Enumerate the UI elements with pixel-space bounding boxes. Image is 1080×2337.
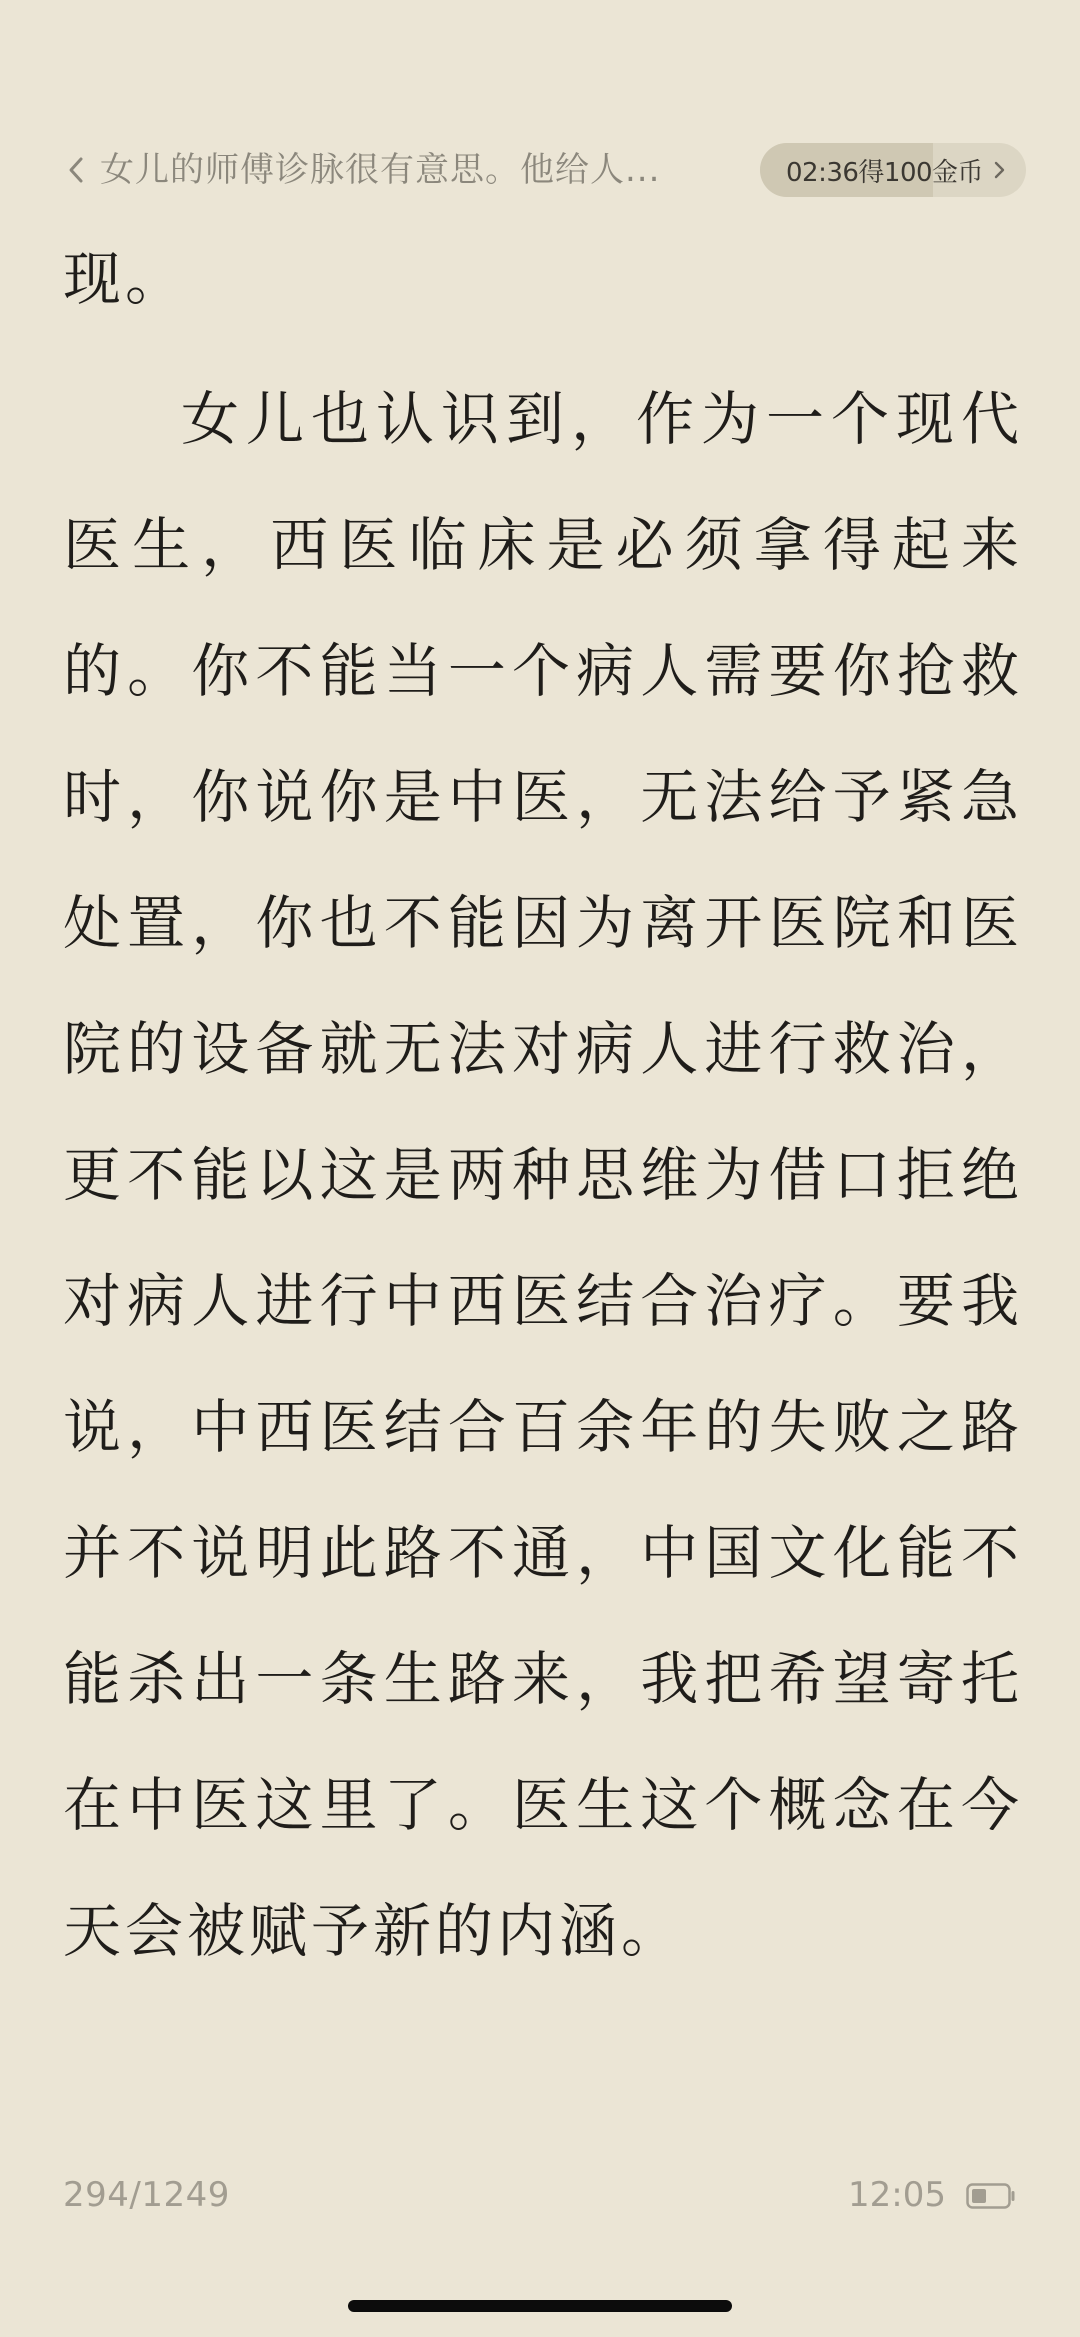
reading-content bbox=[63, 230, 1023, 1994]
home-indicator[interactable] bbox=[348, 2300, 732, 2312]
chevron-right-icon bbox=[988, 158, 1012, 182]
chapter-title[interactable]: 女儿的师傅诊脉很有意思。他给人... bbox=[100, 150, 661, 190]
back-button[interactable] bbox=[56, 150, 96, 190]
reward-timer-button[interactable] bbox=[760, 143, 1026, 197]
page-counter: 294/1249 bbox=[63, 2175, 230, 2215]
chevron-left-icon bbox=[66, 155, 86, 185]
battery-level-fill bbox=[972, 2189, 986, 2203]
paragraph-continuation: 现。 bbox=[63, 245, 188, 313]
paragraph: 女儿也认识到，作为一个现代医生，西医临床是必须拿得起来的。你不能当一个病人需要你抢救时，你说你是中医，无法给予紧急处置，你也不能因为离开医院和医院的设备就无法对病人进行救治，更不能以这是两种思维为借口拒绝对病人进行中西医结合治疗。要我说，中西医结合百余年的失败之路并不说明此路不通，中国文化能不能杀出一条生路来，我把希望寄托在中医这里了。医生这个概念在今天会被赋予新的内涵。 bbox=[63, 385, 1023, 1965]
battery-icon bbox=[966, 2183, 1016, 2209]
clock-time: 12:05 bbox=[848, 2175, 946, 2215]
reward-label: 02:36得100金币 bbox=[786, 157, 984, 188]
reader-header bbox=[0, 140, 1080, 200]
